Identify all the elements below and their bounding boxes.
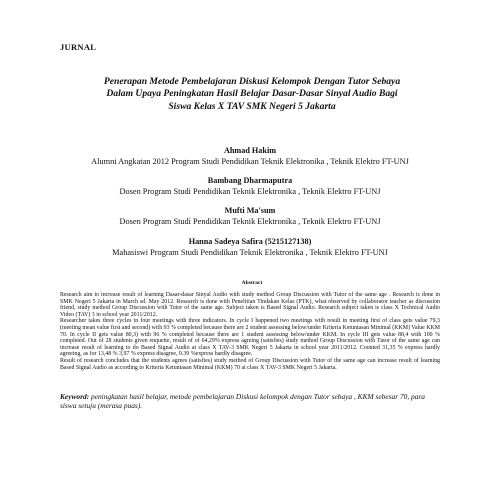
author-name: Bambang Dharmaputra [207,176,293,185]
title-line-3: Siswa Kelas X TAV SMK Negeri 5 Jakarta [168,100,336,112]
author-block [40,175,460,197]
title-line-2: Dalam Upaya Peningkatan Hasil Belajar Dasar-Dasar Sinyal Audio Bagi [106,88,398,100]
author-name: Mufti Ma'sum [224,206,276,215]
abstract-paragraph-3: Result of research concludes that the students agrees (satisfies) study method of Group Discussion with Tutor of the same age can increase result of learning Based Signal Audio as according to Kriteria Ketuntasan Minimal (KKM) 70 at class X TAV-3 SMK Negeri 5 Jakarta. [60,357,440,371]
keywords [60,392,440,410]
abstract-paragraph-2: Researcher takes three cycles in four meetings with three indicators. In cycle I happened two meetings with result in meeting first of class gets value 79,3 (meeting mean value first and second) with 93 % completed because there are 2 student assessing below/under Kriteria Ketuntasan Minimal (KKM) Value KKM 70. In cycle II gets value 80,3) with 96 % completed because there are 1 student assessing below/under KKM. In cycle III gets value 88,4 with 100 % completed. Out of 28 students given enquette, result of of 64,29% express agreing (satisfies) study method Group Discussion with Tutor of the same age can increase result of learning to do Based Signal Audio at class X TAV-3 SMK Negeri 5 Jakarta in school year 2011/2012. Counted 31,35 % express hardly agreeing, as for 13,48 % 3,97 % express disagree, 0.39 %express hardly disagree. [60,318,440,358]
abstract-body [60,292,440,371]
author-affiliation: Dosen Program Studi Pendidikan Teknik Elektronika , Teknik Elektro FT-UNJ [119,217,381,226]
author-affiliation: Dosen Program Studi Pendidikan Teknik Elektronika , Teknik Elektro FT-UNJ [119,187,381,196]
paper-title [52,76,452,113]
author-name: Ahmad Hakim [223,146,277,155]
author-block [40,205,460,227]
author-name: Hanna Sadeya Safira (5215127138) [188,237,312,246]
author-block [40,145,460,167]
journal-label: JURNAL [60,42,97,52]
keywords-label: Keyword: [60,392,90,401]
author-affiliation: Mahasiswi Program Studi Pendidikan Teknik Elektronika , Teknik Elektro FT-UNJ [112,248,388,257]
abstract-paragraph-1: Research aim to increase result of learning Dasar-dasar Sinyal Audio with study method Group Discussion with Tutor of the same age . Research is done in SMK Negeri 5 Jakarta in March sd. May 2012. Research is done with Penelitian Tindakan Kelas (PTK), what observed by collaborator teacher as discussion friend, study method Group Discussion with Tutor of the same age. Subject taken is Based Signal Audio. Research subject taken is class X Technical Audio Video (TAV) 3 in school year 2011/2012. [60,292,440,318]
keywords-text: peningkatan hasil belajar, metode pembelajaran Diskusi kelompok dengan Tutor sebaya , KKM sebesar 70, para siswa setuju (merasa puas). [60,392,425,411]
title-line-1: Penerapan Metode Pembelajaran Diskusi Kelompok Dengan Tutor Sebaya [103,76,401,87]
author-affiliation: Alumni Angkatan 2012 Program Studi Pendidikan Teknik Elektronika , Teknik Elektro FT-UNJ [91,157,409,166]
author-block [40,236,460,258]
abstract-heading: Abstract [241,280,263,286]
